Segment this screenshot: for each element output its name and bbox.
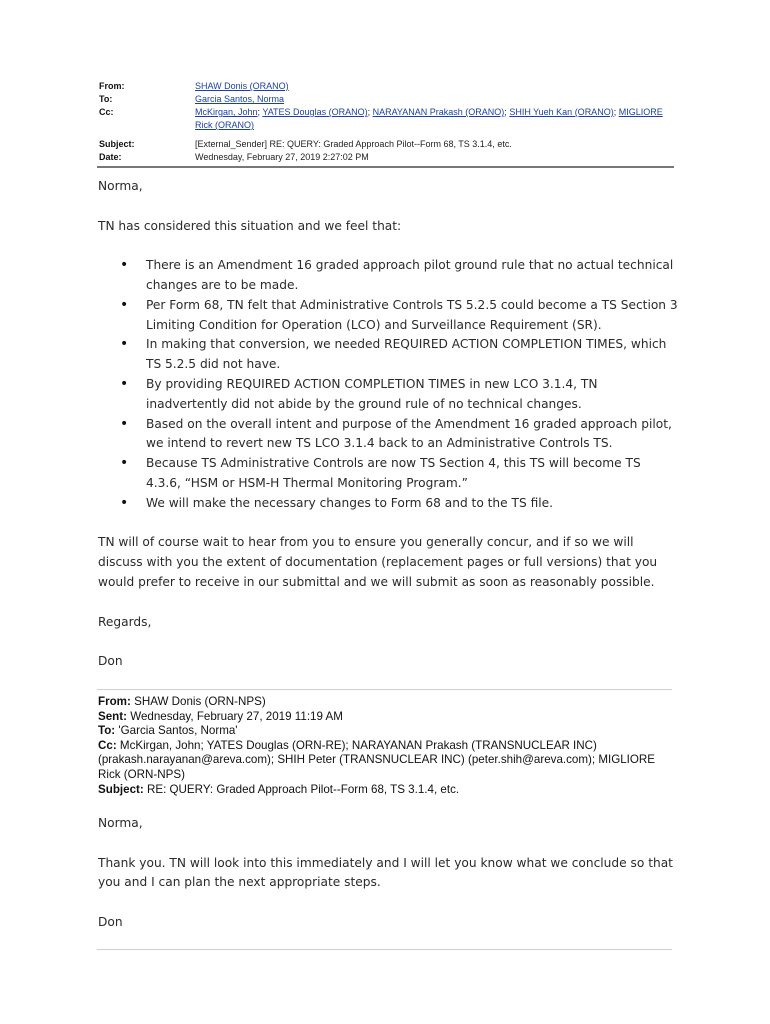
from-label: From: <box>99 81 125 91</box>
quoted-body <box>98 814 678 933</box>
from-row <box>99 80 674 93</box>
list-item: • Per Form 68, TN felt that Administrative Controls TS 5.2.5 could become a TS Section 3 Limiting Condition for Operation (LCO) and Surveillance Requirement (SR). <box>98 296 678 336</box>
subject-value: [External_Sender] RE: QUERY: Graded Approach Pilot--Form 68, TS 3.1.4, etc. <box>195 139 512 149</box>
list-item: • There is an Amendment 16 graded approach pilot ground rule that no actual technical changes are to be made. <box>98 256 678 296</box>
list-item: • Based on the overall intent and purpose of the Amendment 16 graded approach pilot, we intend to revert new TS LCO 3.1.4 back to an Administrative Controls TS. <box>98 415 678 455</box>
to-row <box>99 93 674 106</box>
quoted-subject-row: Subject: RE: QUERY: Graded Approach Pilot--Form 68, TS 3.1.4, etc. <box>98 782 460 796</box>
cc-label: Cc: <box>99 107 114 117</box>
cc-link-yates[interactable]: YATES Douglas (ORANO) <box>262 107 368 117</box>
cc-link-migliore[interactable]: MIGLIORE <box>618 107 663 117</box>
quoted-from-value: SHAW Donis (ORN-NPS) <box>134 695 266 708</box>
date-value: Wednesday, February 27, 2019 2:27:02 PM <box>195 152 369 162</box>
bullet-list <box>98 256 678 513</box>
quoted-cc-row: Cc: McKirgan, John; YATES Douglas (ORN-RE); NARAYANAN Prakash (TRANSNUCLEAR INC) (prakash.narayanan@areva.com); SHIH Peter (TRANSNUCLEAR INC) (peter.shih@areva.com); MIGLIORE Rick (ORN-NPS) <box>98 738 656 781</box>
date-row <box>99 151 674 164</box>
subject-row <box>99 138 674 151</box>
quoted-signature: Don <box>98 914 123 929</box>
list-item: • We will make the necessary changes to Form 68 and to the TS file. <box>98 494 678 514</box>
cc-link-shih[interactable]: SHIH Yueh Kan (ORANO) <box>509 107 614 117</box>
list-item: • By providing REQUIRED ACTION COMPLETION TIMES in new LCO 3.1.4, TN inadvertently did not abide by the ground rule of no technical changes. <box>98 375 678 415</box>
intro-text: TN has considered this situation and we feel that: <box>98 218 402 233</box>
cc-link-mckirgan[interactable]: McKirgan, John <box>195 107 258 117</box>
quoted-greeting: Norma, <box>98 816 143 830</box>
quoted-sent-value: Wednesday, February 27, 2019 11:19 AM <box>130 709 343 723</box>
quoted-from-row: From: SHAW Donis (ORN-NPS) <box>98 695 266 708</box>
greeting: Norma, <box>98 179 143 193</box>
closing-paragraph: TN will of course wait to hear from you to ensure you generally concur, and if so we will discuss with you the extent of documentation (replacement pages or full versions) that you would prefer to receive in our submittal and we will submit as soon as reasonably possible. <box>98 535 658 589</box>
from-link[interactable]: SHAW Donis (ORANO) <box>195 81 289 91</box>
subject-label: Subject: <box>99 139 135 149</box>
quoted-to-value: 'Garcia Santos, Norma' <box>118 724 238 738</box>
footer-divider <box>97 949 672 950</box>
quoted-sent-row: Sent: Wednesday, February 27, 2019 11:19 AM <box>98 709 343 723</box>
cc-link-migliore-cont[interactable]: Rick (ORANO) <box>195 120 254 130</box>
message-body <box>98 177 678 672</box>
quoted-cc-value: McKirgan, John; YATES Douglas (ORN-RE); NARAYANAN Prakash (TRANSNUCLEAR INC) (prakash.narayanan@areva.com); SHIH Peter (TRANSNUCLEAR INC) (peter.shih@areva.com); MIGLIORE Rick (ORN-NPS) <box>98 738 656 781</box>
cc-list: McKirgan, John; YATES Douglas (ORANO); NARAYANAN Prakash (ORANO); SHIH Yueh Kan (ORANO); MIGLIORE Rick (ORANO) <box>195 107 663 130</box>
signoff: Regards, <box>98 614 152 629</box>
cc-row <box>99 106 674 132</box>
list-item: • Because TS Administrative Controls are now TS Section 4, this TS will become TS 4.3.6, “HSM or HSM-H Thermal Monitoring Program.” <box>98 454 678 494</box>
signature: Don <box>98 654 123 669</box>
date-label: Date: <box>99 152 122 162</box>
to-label: To: <box>99 94 113 104</box>
quoted-subject-value: RE: QUERY: Graded Approach Pilot--Form 68, TS 3.1.4, etc. <box>146 782 460 796</box>
to-link[interactable]: Garcia Santos, Norma <box>195 94 285 104</box>
quoted-divider <box>97 689 672 690</box>
email-header <box>99 80 674 164</box>
list-item: • In making that conversion, we needed REQUIRED ACTION COMPLETION TIMES, which TS 5.2.5 did not have. <box>98 335 678 375</box>
cc-link-narayanan[interactable]: NARAYANAN Prakash (ORANO) <box>372 107 505 117</box>
quoted-to-row: To: 'Garcia Santos, Norma' <box>98 724 238 738</box>
quoted-header <box>98 695 678 797</box>
quoted-text: Thank you. TN will look into this immediately and I will let you know what we conclude so that you and I can plan the next appropriate steps. <box>98 855 673 890</box>
header-divider <box>97 166 674 168</box>
